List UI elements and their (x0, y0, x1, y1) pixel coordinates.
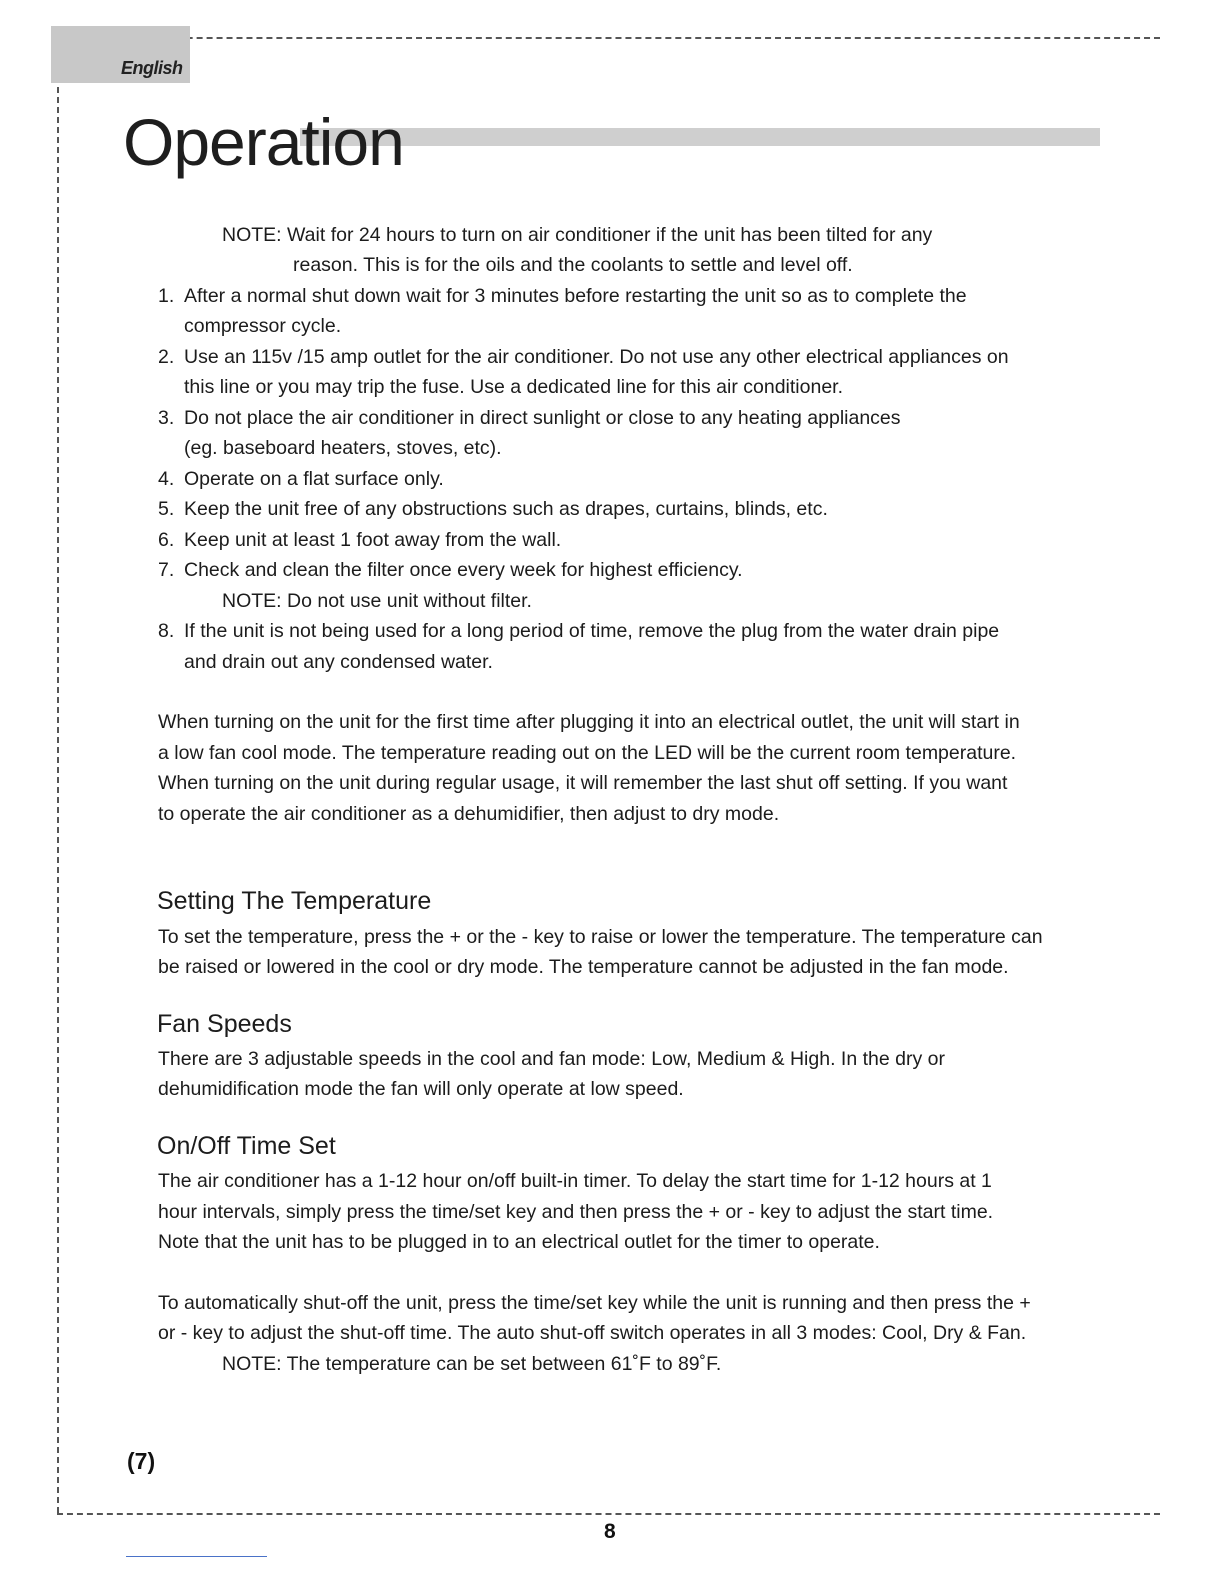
list-item-1 (158, 281, 967, 312)
note-top-line1: NOTE: Wait for 24 hours to turn on air conditioner if the unit has been tilted for any (222, 224, 933, 246)
dashed-border-top (57, 37, 1160, 39)
list-number: 6. (158, 529, 175, 551)
list-number: 1. (158, 285, 175, 307)
list-item-8 (158, 616, 999, 647)
list-item-7-note: NOTE: Do not use unit without filter. (222, 590, 532, 612)
list-item-text: Operate on a flat surface only. (184, 468, 444, 490)
page-number: 8 (604, 1520, 616, 1543)
list-number: 7. (158, 559, 175, 581)
list-item-8-cont: and drain out any condensed water. (184, 651, 493, 673)
list-number: 8. (158, 620, 175, 642)
section-text: dehumidification mode the fan will only operate at low speed. (158, 1078, 684, 1100)
list-item-7 (158, 555, 743, 586)
list-item-3-cont: (eg. baseboard heaters, stoves, etc). (184, 437, 502, 459)
section-text: To set the temperature, press the + or the - key to raise or lower the temperature. The temperature can (158, 926, 1043, 948)
note-top-line2: reason. This is for the oils and the coolants to settle and level off. (293, 254, 853, 276)
dashed-border-bottom (57, 1513, 1160, 1515)
page-title: Operation (123, 105, 404, 179)
section-heading-fan-speeds: Fan Speeds (157, 1010, 292, 1038)
list-item-text: Keep unit at least 1 foot away from the wall. (184, 529, 562, 551)
list-number: 5. (158, 498, 175, 520)
language-tab: English (51, 26, 190, 83)
section-heading-timer: On/Off Time Set (157, 1132, 336, 1160)
list-item-text: After a normal shut down wait for 3 minutes before restarting the unit so as to complete the (184, 285, 967, 307)
list-item-text: If the unit is not being used for a long period of time, remove the plug from the water drain pipe (184, 620, 1000, 642)
list-item-1-cont: compressor cycle. (184, 315, 342, 337)
section-text: hour intervals, simply press the time/set key and then press the + or - key to adjust the start time. (158, 1201, 994, 1223)
list-number: 3. (158, 407, 175, 429)
temperature-range-note: NOTE: The temperature can be set between 61˚F to 89˚F. (222, 1353, 722, 1375)
section-heading-temperature: Setting The Temperature (157, 887, 432, 915)
footer-rule (126, 1556, 267, 1557)
intro-line: to operate the air conditioner as a dehumidifier, then adjust to dry mode. (158, 803, 780, 825)
list-item-2 (158, 342, 1009, 373)
list-item-6 (158, 525, 561, 556)
list-item-text: Use an 115v /15 amp outlet for the air conditioner. Do not use any other electrical appliances on (184, 346, 1009, 368)
list-number: 2. (158, 346, 175, 368)
list-item-3 (158, 403, 901, 434)
section-text: The air conditioner has a 1-12 hour on/off built-in timer. To delay the start time for 1-12 hours at 1 (158, 1170, 992, 1192)
list-item-2-cont: this line or you may trip the fuse. Use a dedicated line for this air conditioner. (184, 376, 844, 398)
section-text: There are 3 adjustable speeds in the cool and fan mode: Low, Medium & High. In the dry or (158, 1048, 945, 1070)
list-item-text: Check and clean the filter once every week for highest efficiency. (184, 559, 743, 581)
list-item-text: Keep the unit free of any obstructions such as drapes, curtains, blinds, etc. (184, 498, 828, 520)
dashed-border-left (57, 37, 59, 1513)
section-text: To automatically shut-off the unit, press the time/set key while the unit is running and then press the + (158, 1292, 1031, 1314)
title-underline-bar (300, 128, 1100, 146)
section-text: Note that the unit has to be plugged in to an electrical outlet for the timer to operate. (158, 1231, 880, 1253)
section-text: be raised or lowered in the cool or dry mode. The temperature cannot be adjusted in the fan mode. (158, 956, 1009, 978)
list-item-4 (158, 464, 444, 495)
list-item-5 (158, 494, 828, 525)
section-text: or - key to adjust the shut-off time. The auto shut-off switch operates in all 3 modes: Cool, Dry & Fan. (158, 1322, 1027, 1344)
list-number: 4. (158, 468, 175, 490)
intro-line: When turning on the unit during regular usage, it will remember the last shut off setting. If you want (158, 772, 1008, 794)
intro-line: a low fan cool mode. The temperature reading out on the LED will be the current room temperature. (158, 742, 1017, 764)
list-item-text: Do not place the air conditioner in direct sunlight or close to any heating appliances (184, 407, 901, 429)
intro-line: When turning on the unit for the first time after plugging it into an electrical outlet, the unit will start in (158, 711, 1020, 733)
page-label: (7) (127, 1448, 156, 1474)
